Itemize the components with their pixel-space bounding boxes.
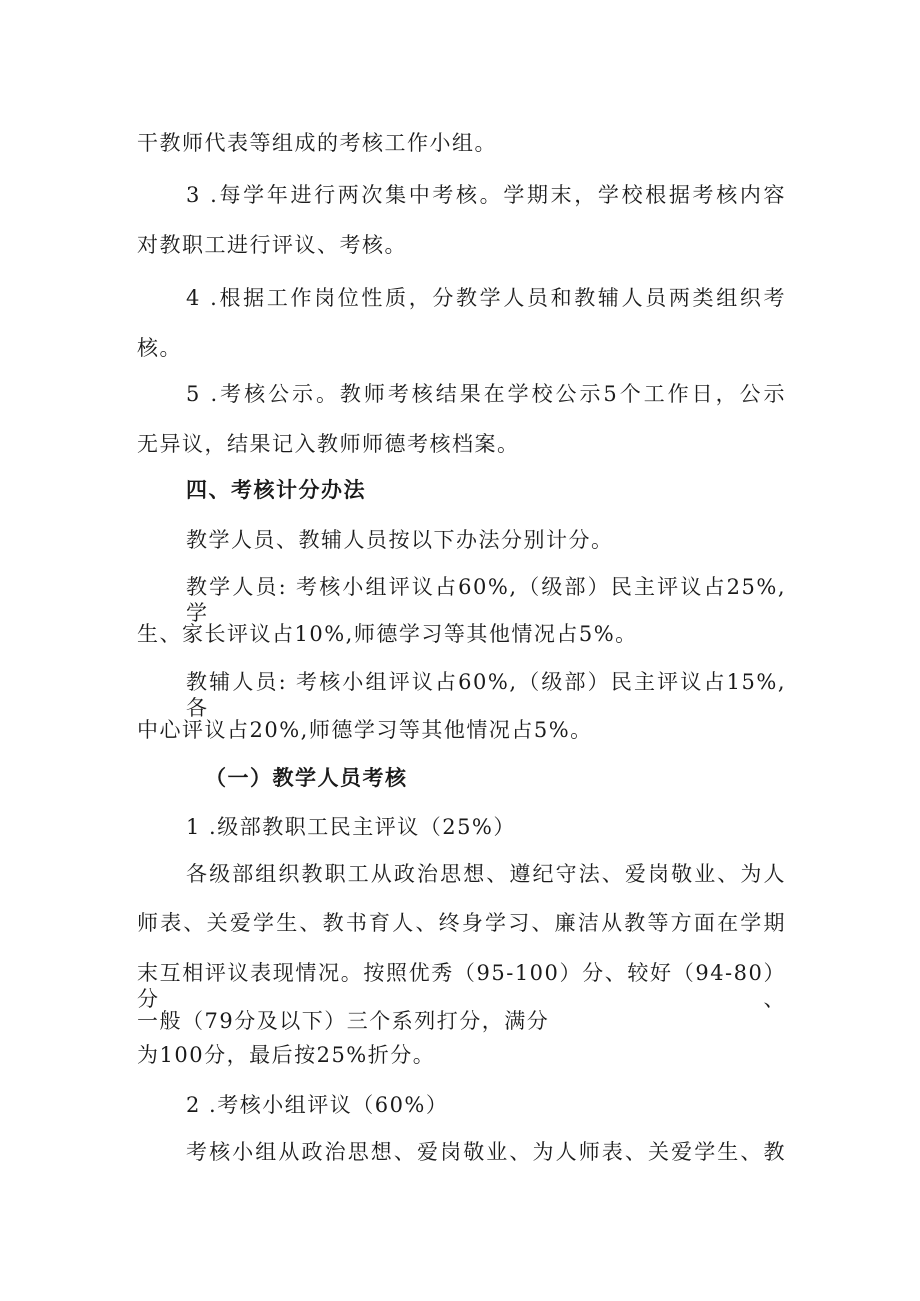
text-line: 为100分，最后按25%折分。 bbox=[137, 1043, 436, 1067]
text-line: 对教职工进行评议、考核。 bbox=[137, 233, 407, 257]
text-line: 4 .根据工作岗位性质，分教学人员和教辅人员两类组织考 bbox=[186, 286, 786, 310]
text-line: 1 .级部教职工民主评议（25%） bbox=[186, 815, 516, 839]
text-line: 无异议，结果记入教师师德考核档案。 bbox=[137, 432, 520, 456]
text-line: 核。 bbox=[137, 336, 182, 360]
text-line: 中心评议占20%,师德学习等其他情况占5%。 bbox=[137, 718, 593, 742]
text-line: 教学人员: 考核小组评议占60%,（级部）民主评议占25%,学 bbox=[186, 575, 786, 625]
text-line: 一般（79分及以下）三个系列打分，满分 bbox=[137, 1009, 550, 1033]
text-line: 教辅人员: 考核小组评议占60%,（级部）民主评议占15%,各 bbox=[186, 670, 786, 720]
text-line: 2 .考核小组评议（60%） bbox=[186, 1093, 449, 1117]
section-heading: 四、考核计分办法 bbox=[186, 477, 366, 502]
text-line: 各级部组织教职工从政治思想、遵纪守法、爱岗敬业、为人 bbox=[186, 862, 786, 886]
text-line: 教学人员、教辅人员按以下办法分别计分。 bbox=[186, 528, 614, 552]
text-line: 干教师代表等组成的考核工作小组。 bbox=[137, 131, 497, 155]
text-line: 3 .每学年进行两次集中考核。学期末，学校根据考核内容 bbox=[186, 183, 786, 207]
text-line: 生、家长评议占10%,师德学习等其他情况占5%。 bbox=[137, 622, 638, 646]
text-line: 考核小组从政治思想、爱岗敬业、为人师表、关爱学生、教 bbox=[186, 1140, 786, 1164]
text-line: 末互相评议表现情况。按照优秀（95-100）分、较好（94-80）分、 bbox=[137, 961, 786, 1011]
subsection-heading: （一）教学人员考核 bbox=[205, 765, 408, 790]
text-line: 师表、关爱学生、教书育人、终身学习、廉洁从教等方面在学期 bbox=[137, 911, 786, 935]
text-line: 5 .考核公示。教师考核结果在学校公示5个工作日，公示 bbox=[186, 382, 786, 406]
